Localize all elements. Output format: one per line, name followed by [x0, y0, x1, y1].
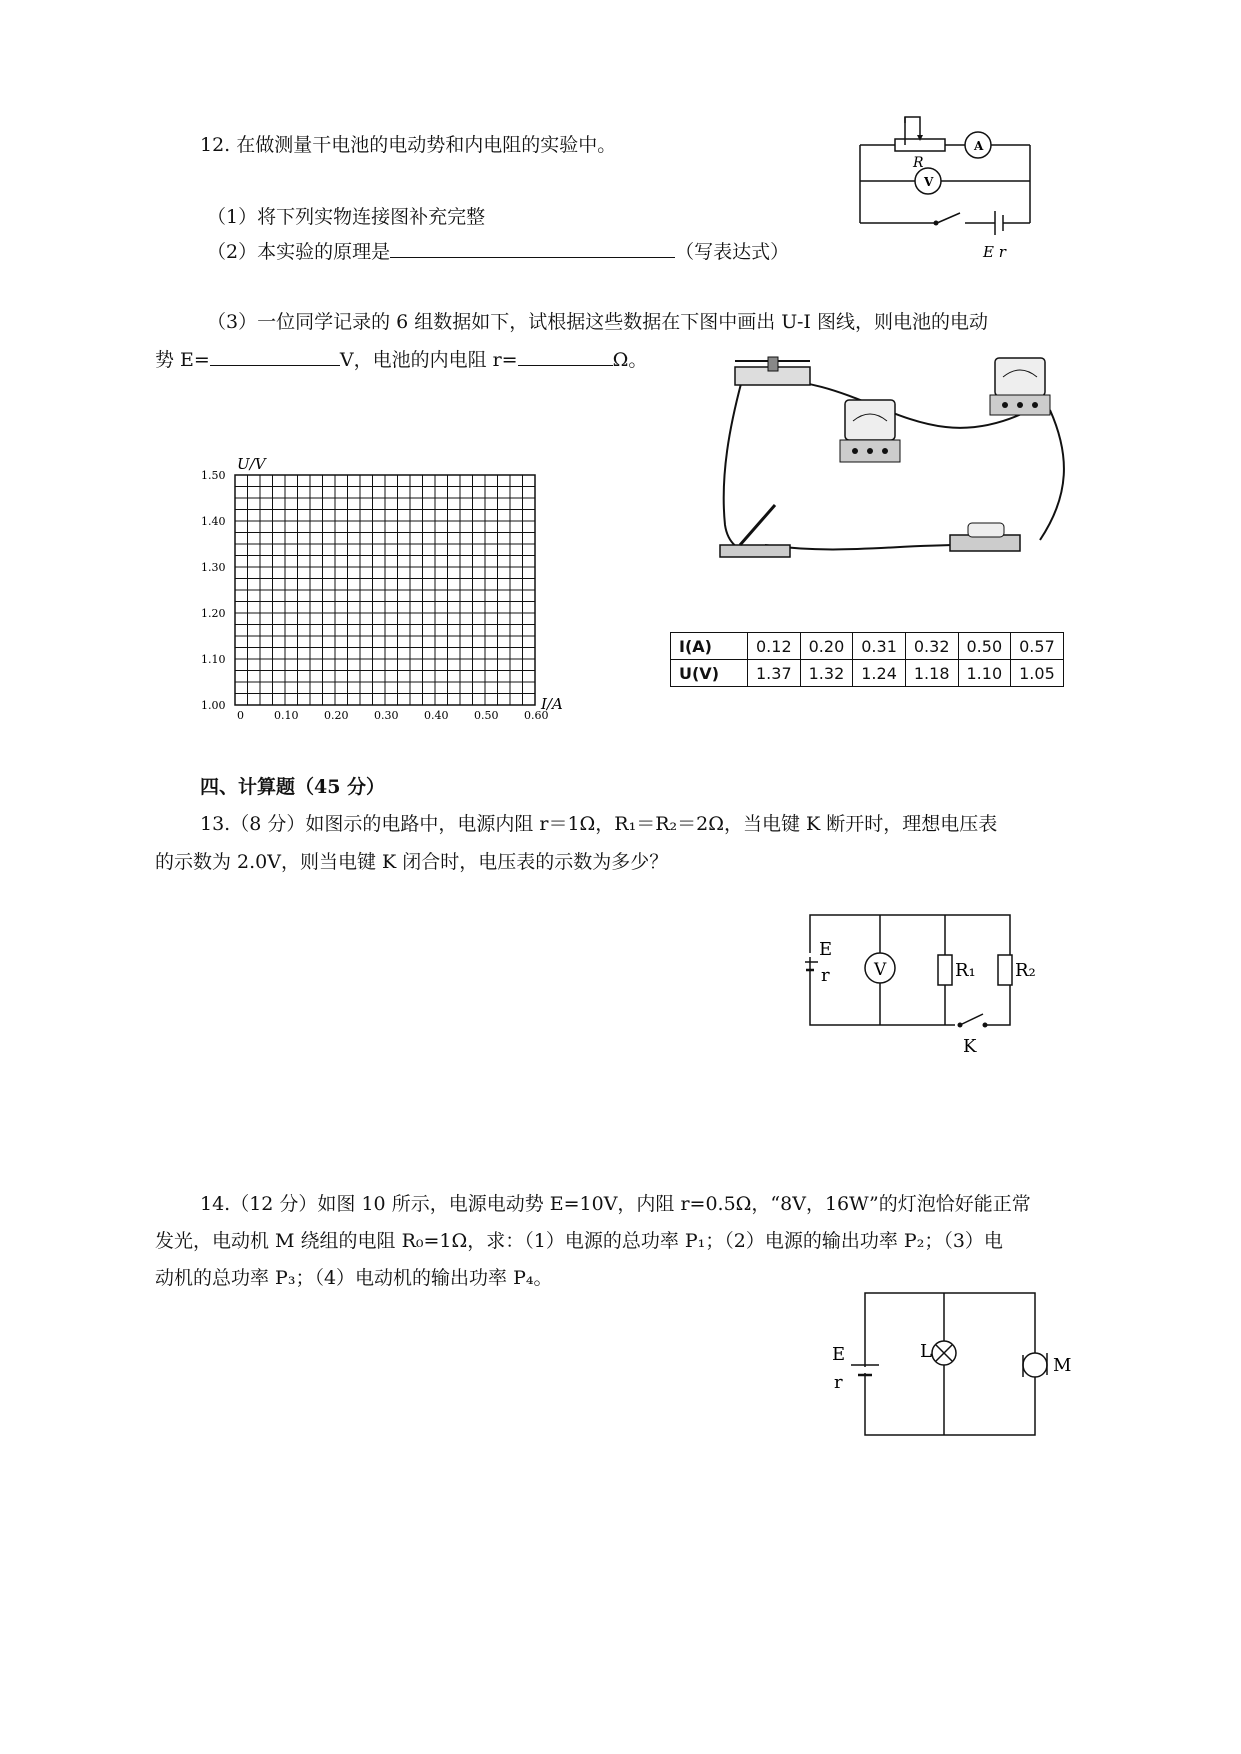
- emf-label: E: [832, 1344, 846, 1365]
- battery-label: E r: [983, 243, 1006, 261]
- ammeter-icon: A: [974, 139, 984, 153]
- data-table: [670, 632, 1064, 687]
- y-axis-label: U/V: [237, 455, 266, 473]
- y-tick-label: 1.00: [201, 699, 226, 712]
- motor-label: M: [1053, 1355, 1072, 1376]
- x-tick-label: 0.40: [424, 709, 449, 722]
- y-tick-label: 1.30: [201, 561, 226, 574]
- table-cell: 1.24: [853, 660, 906, 687]
- apparatus-illustration: [690, 355, 1070, 595]
- table-cell: 1.18: [905, 660, 958, 687]
- answer-blank-principle[interactable]: [390, 237, 675, 258]
- q12-part3-line2: 势 E= V，电池的内电阻 r= Ω。: [155, 345, 647, 374]
- table-cell: 1.05: [1011, 660, 1064, 687]
- voltmeter-icon: V: [924, 175, 934, 189]
- table-cell: 1.10: [958, 660, 1011, 687]
- x-tick-label: 0: [237, 709, 244, 722]
- answer-blank-emf[interactable]: [210, 345, 340, 366]
- y-tick-label: 1.50: [201, 469, 226, 482]
- q12-part3-line1: （3）一位同学记录的 6 组数据如下，试根据这些数据在下图中画出 U-I 图线，则电池的电动: [207, 311, 988, 333]
- switch-k-label: K: [963, 1036, 977, 1057]
- table-cell: 0.57: [1011, 633, 1064, 660]
- x-tick-label: 0.20: [324, 709, 349, 722]
- r2-label: R₂: [1015, 960, 1036, 981]
- y-tick-label: 1.20: [201, 607, 226, 620]
- table-cell: 0.31: [853, 633, 906, 660]
- table-row-current: [671, 633, 1064, 660]
- table-cell: 0.32: [905, 633, 958, 660]
- rheostat-label: R: [913, 155, 924, 171]
- y-tick-label: 1.10: [201, 653, 226, 666]
- table-cell: 1.32: [800, 660, 853, 687]
- q14-circuit-diagram: [820, 1285, 1080, 1445]
- u-i-grid-chart[interactable]: [195, 445, 575, 730]
- table-cell: 0.12: [748, 633, 801, 660]
- q14-line1: 14.（12 分）如图 10 所示，电源电动势 E=10V，内阻 r=0.5Ω，“8V，16W”的灯泡恰好能正常: [200, 1193, 1031, 1215]
- r1-label: R₁: [955, 960, 976, 981]
- y-tick-label: 1.40: [201, 515, 226, 528]
- x-axis-label: I/A: [541, 695, 563, 713]
- internal-resistance-label: r: [821, 965, 830, 986]
- ammeter-device-icon: [990, 358, 1050, 415]
- q13-line1: 13.（8 分）如图示的电路中，电源内阻 r＝1Ω，R₁＝R₂＝2Ω，当电键 K 断开时，理想电压表: [200, 813, 998, 835]
- q12-circuit-diagram: [855, 115, 1035, 265]
- table-cell: 0.20: [800, 633, 853, 660]
- battery-holder-icon: [950, 523, 1020, 551]
- q12-title: 12. 在做测量干电池的电动势和内电阻的实验中。: [200, 134, 617, 156]
- table-cell: 0.50: [958, 633, 1011, 660]
- q12-part1: （1）将下列实物连接图补充完整: [207, 206, 486, 228]
- knife-switch-icon: [720, 505, 790, 557]
- x-tick-label: 0.30: [374, 709, 399, 722]
- q12-part2: （2）本实验的原理是 （写表达式）: [207, 237, 789, 266]
- voltmeter-device-icon: [840, 400, 900, 462]
- x-tick-label: 0.60: [524, 709, 549, 722]
- table-row-label: I(A): [671, 633, 748, 660]
- q14-line3: 动机的总功率 P₃；（4）电动机的输出功率 P₄。: [155, 1267, 553, 1289]
- answer-blank-resistance[interactable]: [518, 345, 613, 366]
- voltmeter-icon: V: [874, 960, 887, 980]
- q13-circuit-diagram: [805, 910, 1055, 1060]
- table-row-voltage: [671, 660, 1064, 687]
- table-row-label: U(V): [671, 660, 748, 687]
- lamp-label: L: [920, 1341, 932, 1362]
- emf-label: E: [819, 939, 833, 960]
- table-cell: 1.37: [748, 660, 801, 687]
- x-tick-label: 0.10: [274, 709, 299, 722]
- section4-heading: 四、计算题（45 分）: [200, 776, 386, 798]
- q14-line2: 发光，电动机 M 绕组的电阻 R₀=1Ω，求：（1）电源的总功率 P₁；（2）电源的输出功率 P₂；（3）电: [155, 1230, 1003, 1252]
- q13-line2: 的示数为 2.0V，则当电键 K 闭合时，电压表的示数为多少？: [155, 851, 669, 873]
- x-tick-label: 0.50: [474, 709, 499, 722]
- rheostat-icon: [735, 357, 810, 385]
- internal-resistance-label: r: [834, 1372, 843, 1393]
